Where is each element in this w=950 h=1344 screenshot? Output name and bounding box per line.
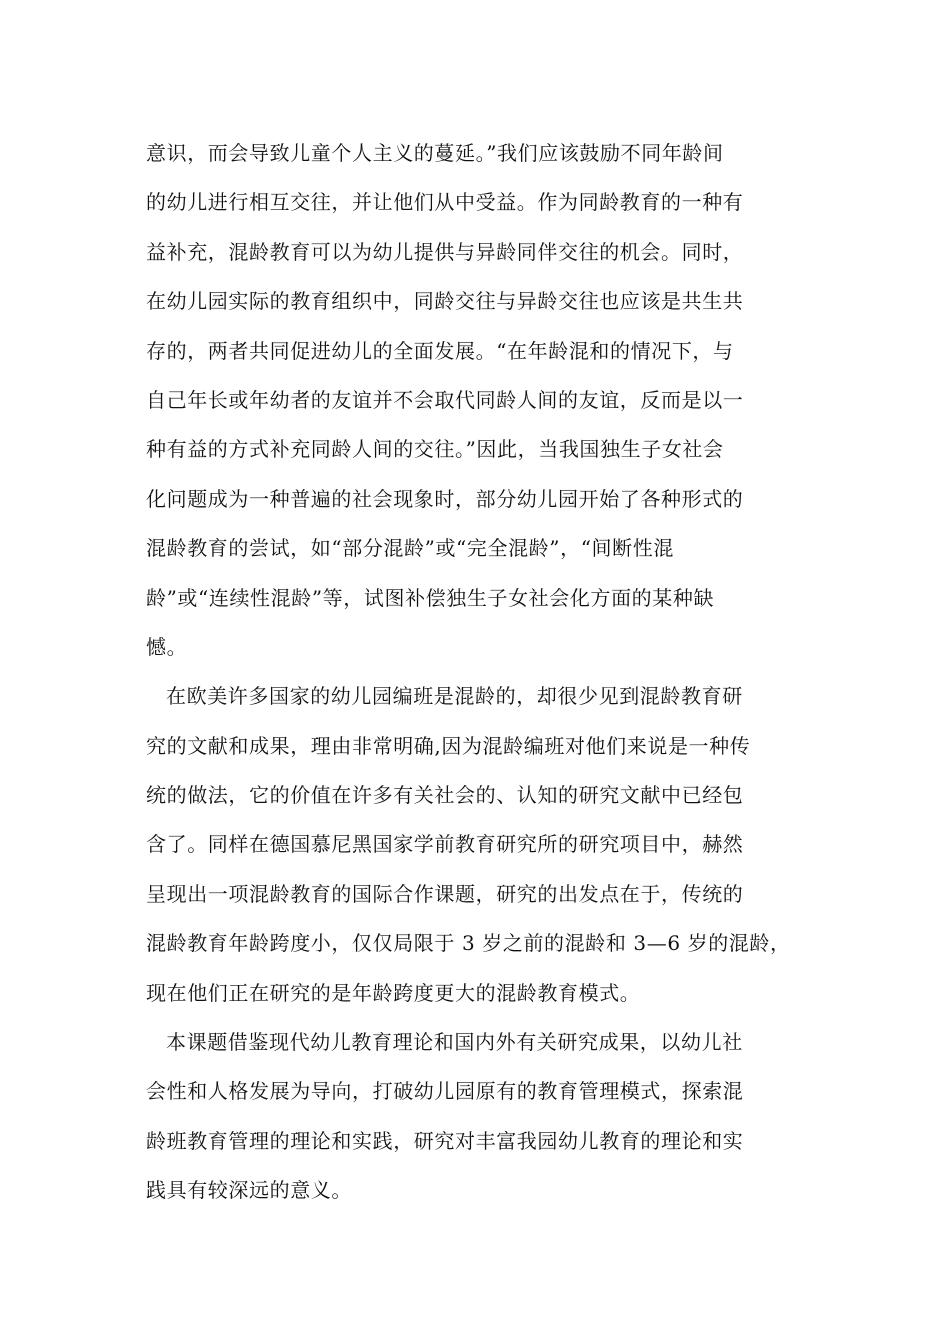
paragraph-1-line-11: 憾。 xyxy=(146,634,188,659)
paragraph-3-line-3: 龄班教育管理的理论和实践，研究对丰富我园幼儿教育的理论和实 xyxy=(146,1128,744,1153)
paragraph-1-line-10: 龄”或“连续性混龄”等，试图补偿独生子女社会化方面的某种缺 xyxy=(146,585,715,610)
body-text xyxy=(146,129,826,1216)
paragraph-2-line-6: 混龄教育年龄跨度小，仅仅局限于 3 岁之前的混龄和 3—6 岁的混龄， xyxy=(146,931,791,956)
paragraph-1-line-1: 意识，而会导致儿童个人主义的蔓延。”我们应该鼓励不同年龄间 xyxy=(146,141,724,165)
paragraph-2-line-2: 究的文献和成果，理由非常明确,因为混龄编班对他们来说是一种传 xyxy=(146,733,751,758)
paragraph-2-line-7: 现在他们正在研究的是年龄跨度更大的混龄教育模式。 xyxy=(146,980,641,1005)
paragraph-1-line-5: 存的，两者共同促进幼儿的全面发展。“在年龄混和的情况下，与 xyxy=(146,338,734,363)
paragraph-3-line-4: 践具有较深远的意义。 xyxy=(146,1178,352,1203)
paragraph-3-line-1: 本课题借鉴现代幼儿教育理论和国内外有关研究成果，以幼儿社 xyxy=(166,1030,743,1055)
paragraph-1-line-8: 化问题成为一种普遍的社会现象时，部分幼儿园开始了各种形式的 xyxy=(146,486,744,511)
paragraph-3-line-2: 会性和人格发展为导向，打破幼儿园原有的教育管理模式，探索混 xyxy=(146,1079,744,1104)
paragraph-2-line-1: 在欧美许多国家的幼儿园编班是混龄的，却很少见到混龄教育研 xyxy=(166,684,743,709)
paragraph-1-line-9: 混龄教育的尝试，如“部分混龄”或“完全混龄”，“间断性混 xyxy=(146,536,674,561)
paragraph-2-line-5: 呈现出一项混龄教育的国际合作课题，研究的出发点在于，传统的 xyxy=(146,881,744,906)
paragraph-2-line-4: 含了。同样在德国慕尼黑国家学前教育研究所的研究项目中，赫然 xyxy=(146,832,744,857)
paragraph-1-line-6: 自己年长或年幼者的友谊并不会取代同龄人间的友谊，反而是以一 xyxy=(146,387,744,412)
paragraph-1-line-2: 的幼儿进行相互交往，并让他们从中受益。作为同龄教育的一种有 xyxy=(146,190,744,215)
paragraph-1-line-3: 益补充，混龄教育可以为幼儿提供与异龄同伴交往的机会。同时， xyxy=(146,239,744,264)
paragraph-1-line-7: 种有益的方式补充同龄人间的交往。”因此，当我国独生子女社会 xyxy=(146,437,724,462)
paragraph-2-line-3: 统的做法，它的价值在许多有关社会的、认知的研究文献中已经包 xyxy=(146,783,744,808)
paragraph-1-line-4: 在幼儿园实际的教育组织中，同龄交往与异龄交往也应该是共生共 xyxy=(146,289,744,314)
